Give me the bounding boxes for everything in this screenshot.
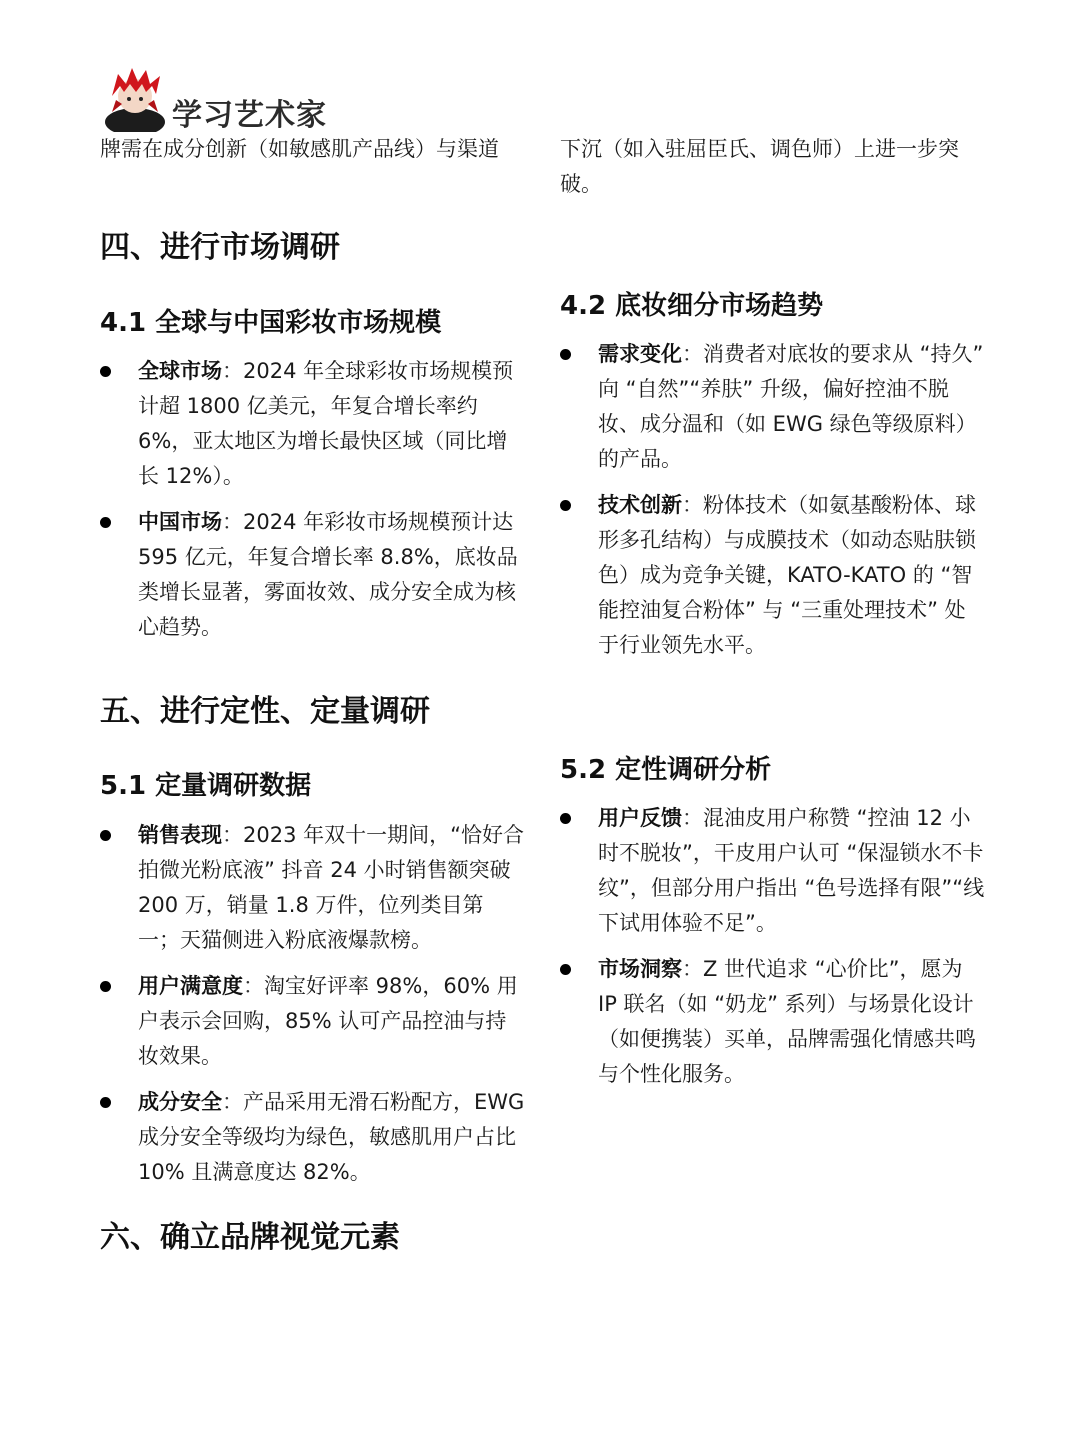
bullet-list-4-2 [560, 337, 985, 674]
item-text: Z 世代追求 “心价比”，愿为 IP 联名（如 “奶龙” 系列）与场景化设计（如便携装）买单，品牌需强化情感共鸣与个性化服务。 [598, 957, 976, 1086]
item-term: 用户满意度 [138, 974, 243, 998]
list-item [560, 952, 985, 1092]
list-item [560, 488, 985, 663]
list-item [560, 801, 985, 941]
continued-text-left: 牌需在成分创新（如敏感肌产品线）与渠道 [100, 137, 499, 161]
item-text: 2023 年双十一期间，“恰好合拍微光粉底液” 抖音 24 小时销售额突破 200 万，销量 1.8 万件，位列类目第一；天猫侧进入粉底液爆款榜。 [138, 823, 524, 952]
item-text: 2024 年彩妆市场规模预计达 595 亿元，年复合增长率 8.8%，底妆品类增长显著，雾面妆效、成分安全成为核心趋势。 [138, 510, 518, 639]
subsection-4-1-title: 4.1 全球与中国彩妆市场规模 [100, 308, 442, 338]
item-term: 需求变化 [598, 342, 682, 366]
brand-logo [102, 66, 422, 132]
list-item [100, 1085, 525, 1190]
continued-text-right: 下沉（如入驻屈臣氏、调色师）上进一步突破。 [560, 137, 959, 196]
item-term: 市场洞察 [598, 957, 682, 981]
item-text: 产品采用无滑石粉配方，EWG 成分安全等级均为绿色，敏感肌用户占比 10% 且满意度达 82%。 [138, 1090, 525, 1184]
item-term: 技术创新 [598, 493, 682, 517]
bullet-icon [100, 517, 111, 528]
list-item [560, 337, 985, 477]
subsection-4-2-title: 4.2 底妆细分市场趋势 [560, 291, 824, 321]
subsection-5-1-title: 5.1 定量调研数据 [100, 771, 312, 801]
bullet-icon [560, 500, 571, 511]
section-6-title: 六、确立品牌视觉元素 [100, 1220, 400, 1255]
item-separator: ： [682, 493, 703, 517]
item-separator: ： [682, 806, 703, 830]
item-text: 2024 年全球彩妆市场规模预计超 1800 亿美元，年复合增长率约 6%，亚太地区为增长最快区域（同比增长 12%）。 [138, 359, 514, 488]
item-text: 消费者对底妆的要求从 “持久” 向 “自然”“养肤” 升级，偏好控油不脱妆、成分温和（如 EWG 绿色等级原料）的产品。 [598, 342, 984, 471]
list-item [100, 354, 525, 494]
item-separator: ： [682, 957, 703, 981]
brand-name: 学习艺术家 [172, 98, 327, 133]
bullet-icon [560, 813, 571, 824]
bullet-list-4-1 [100, 354, 525, 656]
item-separator: ： [222, 823, 243, 847]
section-5-title: 五、进行定性、定量调研 [100, 694, 430, 729]
item-separator: ： [682, 342, 703, 366]
item-separator: ： [222, 359, 243, 383]
list-item [100, 505, 525, 645]
item-term: 销售表现 [138, 823, 222, 847]
item-separator: ： [222, 1090, 243, 1114]
item-term: 中国市场 [138, 510, 222, 534]
bullet-icon [560, 349, 571, 360]
avatar-icon [102, 66, 168, 132]
item-text: 淘宝好评率 98%，60% 用户表示会回购，85% 认可产品控油与持妆效果。 [138, 974, 518, 1068]
item-separator: ： [243, 974, 264, 998]
list-item [100, 818, 525, 958]
list-item [100, 969, 525, 1074]
item-text: 粉体技术（如氨基酸粉体、球形多孔结构）与成膜技术（如动态贴肤锁色）成为竞争关键，KATO-KATO 的 “智能控油复合粉体” 与 “三重处理技术” 处于行业领先水平。 [598, 493, 976, 657]
bullet-icon [100, 366, 111, 377]
bullet-icon [560, 964, 571, 975]
subsection-5-2-title: 5.2 定性调研分析 [560, 755, 772, 785]
bullet-icon [100, 830, 111, 841]
item-text: 混油皮用户称赞 “控油 12 小时不脱妆”，干皮用户认可 “保湿锁水不卡纹”，但部分用户指出 “色号选择有限”“线下试用体验不足”。 [598, 806, 985, 935]
item-term: 成分安全 [138, 1090, 222, 1114]
bullet-list-5-2 [560, 801, 985, 1103]
item-separator: ： [222, 510, 243, 534]
bullet-icon [100, 981, 111, 992]
bullet-list-5-1 [100, 818, 525, 1201]
item-term: 全球市场 [138, 359, 222, 383]
item-term: 用户反馈 [598, 806, 682, 830]
bullet-icon [100, 1097, 111, 1108]
section-4-title: 四、进行市场调研 [100, 230, 340, 265]
